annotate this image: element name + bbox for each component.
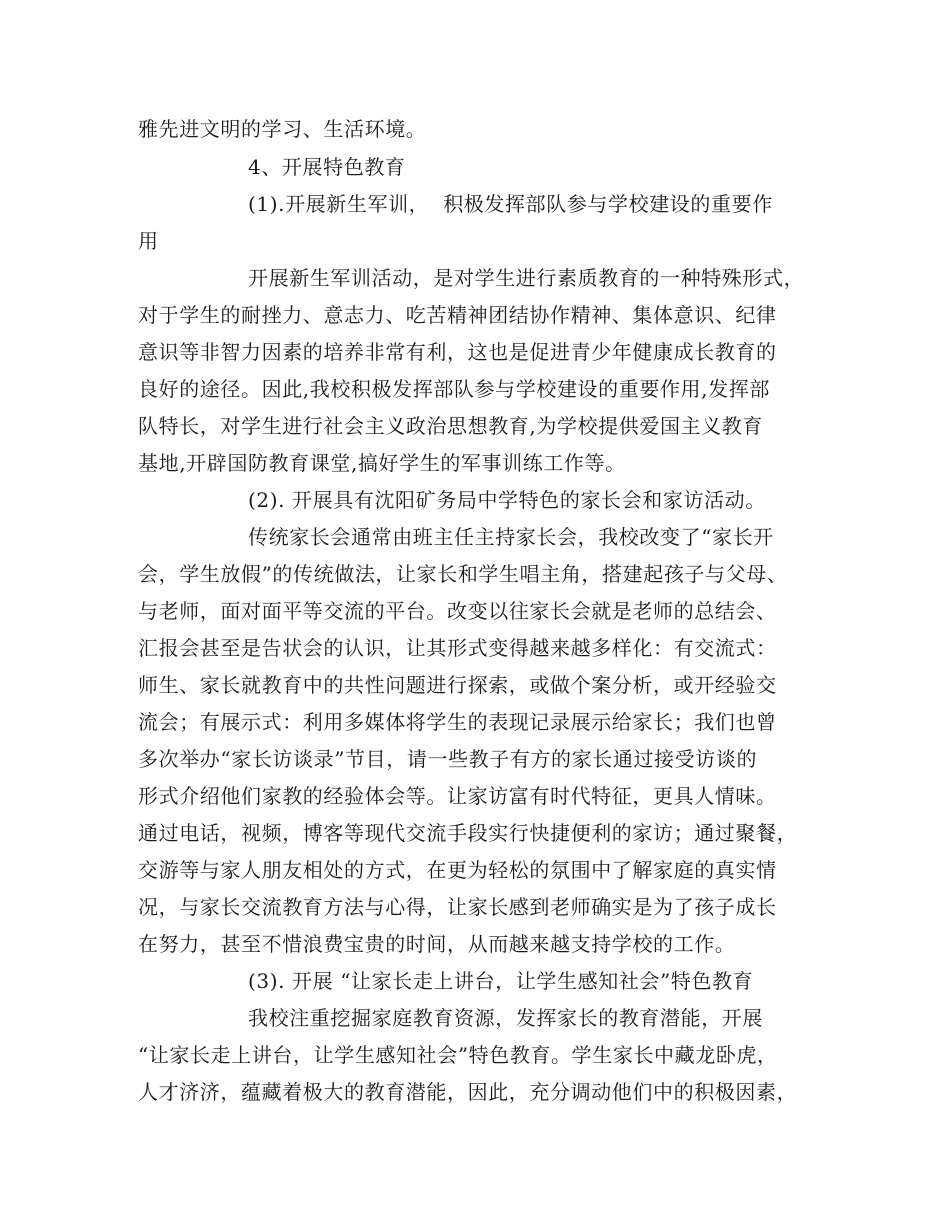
- text-line: 流会；有展示式：利用多媒体将学生的表现记录展示给家长；我们也曾: [138, 710, 777, 734]
- section-heading: 4、开展特色教育: [248, 155, 406, 179]
- text-line: 形式介绍他们家教的经验体会等。让家访富有时代特征，更具人情味。: [138, 784, 777, 808]
- subsection-heading: (2). 开展具有沈阳矿务局中学特色的家长会和家访活动。: [248, 488, 766, 512]
- text-line: 人才济济，蕴藏着极大的教育潜能，因此，充分调动他们中的积极因素，: [138, 1080, 798, 1104]
- text-line: 队特长，对学生进行社会主义政治思想教育,为学校提供爱国主义教育: [138, 414, 763, 438]
- text-line: 汇报会甚至是告状会的认识，让其形式变得越来越多样化：有交流式：: [138, 636, 777, 660]
- text-line: 师生、家长就教育中的共性问题进行探索，或做个案分析，或开经验交: [138, 673, 777, 697]
- text-line: 与老师，面对面平等交流的平台。改变以往家长会就是老师的总结会、: [138, 599, 777, 623]
- subsection-heading: (1).开展新生军训， 积极发挥部队参与学校建设的重要作: [248, 192, 773, 216]
- text-line: 雅先进文明的学习、生活环境。: [138, 117, 427, 141]
- text-line: 交游等与家人朋友相处的方式，在更为轻松的氛围中了解家庭的真实情: [138, 858, 777, 882]
- text-line: 用: [138, 229, 159, 253]
- text-line: 意识等非智力因素的培养非常有利，这也是促进青少年健康成长教育的: [138, 340, 777, 364]
- subsection-heading: (3). 开展 “让家长走上讲台，让学生感知社会”特色教育: [248, 969, 754, 993]
- text-line: 基地,开辟国防教育课堂,搞好学生的军事训练工作等。: [138, 451, 626, 475]
- text-line: 况，与家长交流教育方法与心得，让家长感到老师确实是为了孩子成长: [138, 895, 777, 919]
- paragraph-first-line: 传统家长会通常由班主任主持家长会，我校改变了“家长开: [248, 525, 774, 549]
- text-line: 对于学生的耐挫力、意志力、吃苦精神团结协作精神、集体意识、纪律: [138, 303, 777, 327]
- text-line: 良好的途径。因此,我校积极发挥部队参与学校建设的重要作用,发挥部: [138, 377, 770, 401]
- paragraph-first-line: 我校注重挖掘家庭教育资源，发挥家长的教育潜能，开展: [248, 1006, 763, 1030]
- text-line: 通过电话，视频，博客等现代交流手段实行快捷便利的家访；通过聚餐，: [138, 821, 798, 845]
- text-line: “让家长走上讲台，让学生感知社会”特色教育。学生家长中藏龙卧虎，: [138, 1043, 778, 1067]
- text-line: 在努力，甚至不惜浪费宝贵的时间，从而越来越支持学校的工作。: [138, 932, 736, 956]
- text-line: 多次举办“家长访谈录”节目，请一些教子有方的家长通过接受访谈的: [138, 747, 758, 771]
- text-line: 会，学生放假”的传统做法，让家长和学生唱主角，搭建起孩子与父母、: [138, 562, 788, 586]
- paragraph-first-line: 开展新生军训活动，是对学生进行素质教育的一种特殊形式，: [248, 266, 805, 290]
